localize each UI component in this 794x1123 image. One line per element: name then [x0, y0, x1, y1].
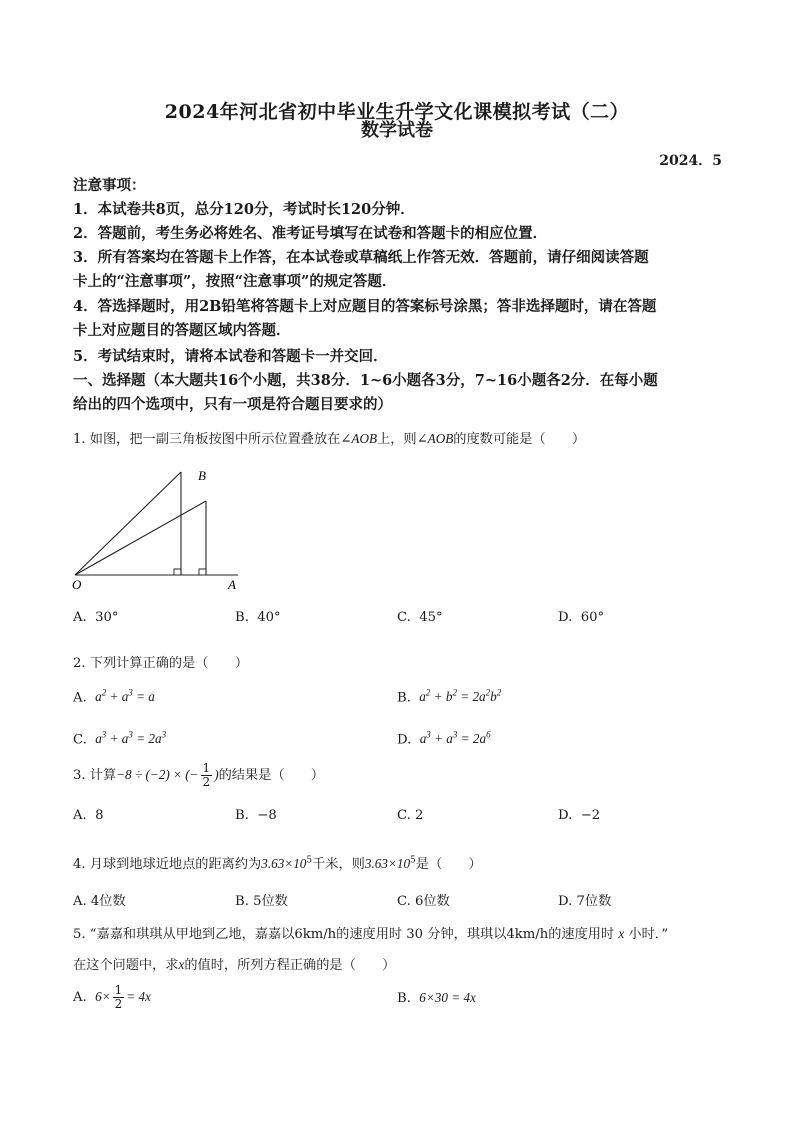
label-b: B [198, 468, 206, 483]
q2-option-d[interactable]: D. $a^3 + a^3 = 2a^6$ [397, 730, 491, 748]
triangle-figure [70, 462, 250, 592]
note-2: 2．答题前，考生务必将姓名、准考证号填写在试卷和答题卡的相应位置． [73, 225, 548, 242]
note-5: 5．考试结束时，请将本试卷和答题卡一并交回． [73, 348, 388, 365]
exam-date: 2024．5 [659, 153, 722, 169]
q3-option-a[interactable]: A. 8 [73, 808, 104, 823]
question-3-stem: 3. 计算−8 ÷ (−2) × (− $\frac{1}{2}$ )的结果是（ ） [73, 761, 325, 789]
q5-option-a[interactable]: A. 6× $\frac{1}{2}$ = 4x [73, 983, 151, 1011]
note-3-line1: 3．所有答案均在答题卡上作答，在本试卷或草稿纸上作答无效．答题前，请仔细阅读答题 [73, 249, 649, 266]
right-angle-mark-1 [174, 569, 181, 575]
q4-option-c[interactable]: C. 6位数 [397, 894, 450, 909]
question-1-stem: 1. 如图，把一副三角板按图中所示位置叠放在∠AOB上，则∠AOB的度数可能是（ ） [73, 431, 586, 447]
q1-option-c[interactable]: C. 45° [397, 610, 443, 625]
q1-option-a[interactable]: A. 30° [73, 610, 119, 625]
exam-subtitle: 数学试卷 [361, 120, 433, 141]
fraction-one-half: $\frac{1}{2}$ [202, 761, 211, 789]
q5-option-b[interactable]: B. 6×30 = 4x [397, 990, 476, 1006]
question-5-line2: 在这个问题中，求x的值时，所列方程正确的是（ ） [73, 957, 396, 973]
q3-option-b[interactable]: B. −8 [235, 808, 277, 823]
notes-heading: 注意事项： [73, 177, 146, 194]
q3-option-c[interactable]: C. 2 [397, 808, 424, 823]
exam-title: 2024年河北省初中毕业生升学文化课模拟考试（二） [164, 101, 630, 123]
label-o: O [72, 577, 82, 592]
q1-option-b[interactable]: B. 40° [235, 610, 281, 625]
question-2-stem: 2. 下列计算正确的是（ ） [73, 656, 249, 671]
angle-aob-1: ∠AOB [340, 431, 378, 446]
q4-option-a[interactable]: A. 4位数 [73, 894, 126, 909]
question-4-stem: 4. 月球到地球近地点的距离约为$3.63\times 10^5$千米，则$3.63\times 10^5$是（ ） [73, 855, 482, 872]
q3-option-d[interactable]: D. −2 [558, 808, 601, 823]
note-1: 1．本试卷共8页，总分120分，考试时长120分钟． [73, 201, 415, 218]
q2-option-a[interactable]: A. $a^2 + a^3 = a$ [73, 688, 155, 706]
section-1-line1: 一、选择题（本大题共16个小题，共38分．1~6小题各3分，7~16小题各2分．在每小题 [73, 372, 658, 389]
note-4-line2: 卡上对应题目的答题区域内答题． [73, 322, 291, 339]
q1-option-d[interactable]: D. 60° [558, 610, 605, 625]
question-5-line1: 5. “嘉嘉和琪琪从甲地到乙地，嘉嘉以6km/h的速度用时 30 分钟，琪琪以4km/h的速度用时 x 小时．” [73, 926, 669, 942]
fraction-one-half-q5: $\frac{1}{2}$ [114, 983, 123, 1011]
section-1-line2: 给出的四个选项中，只有一项是符合题目要求的） [73, 396, 392, 413]
angle-aob-2: ∠AOB [416, 431, 454, 446]
right-angle-mark-2 [199, 569, 206, 575]
q4-option-d[interactable]: D. 7位数 [558, 894, 612, 909]
q4-option-b[interactable]: B. 5位数 [235, 894, 288, 909]
label-a: A [228, 577, 236, 592]
note-4-line1: 4．答选择题时，用2B铅笔将答题卡上对应题目的答案标号涂黑；答非选择题时，请在答题 [73, 298, 657, 315]
q2-option-c[interactable]: C. $a^3 + a^3 = 2a^3$ [73, 730, 167, 748]
note-3-line2: 卡上的“注意事项”，按照“注意事项”的规定答题． [73, 273, 397, 290]
q2-option-b[interactable]: B. $a^2 + b^2 = 2a^2b^2$ [397, 688, 502, 706]
